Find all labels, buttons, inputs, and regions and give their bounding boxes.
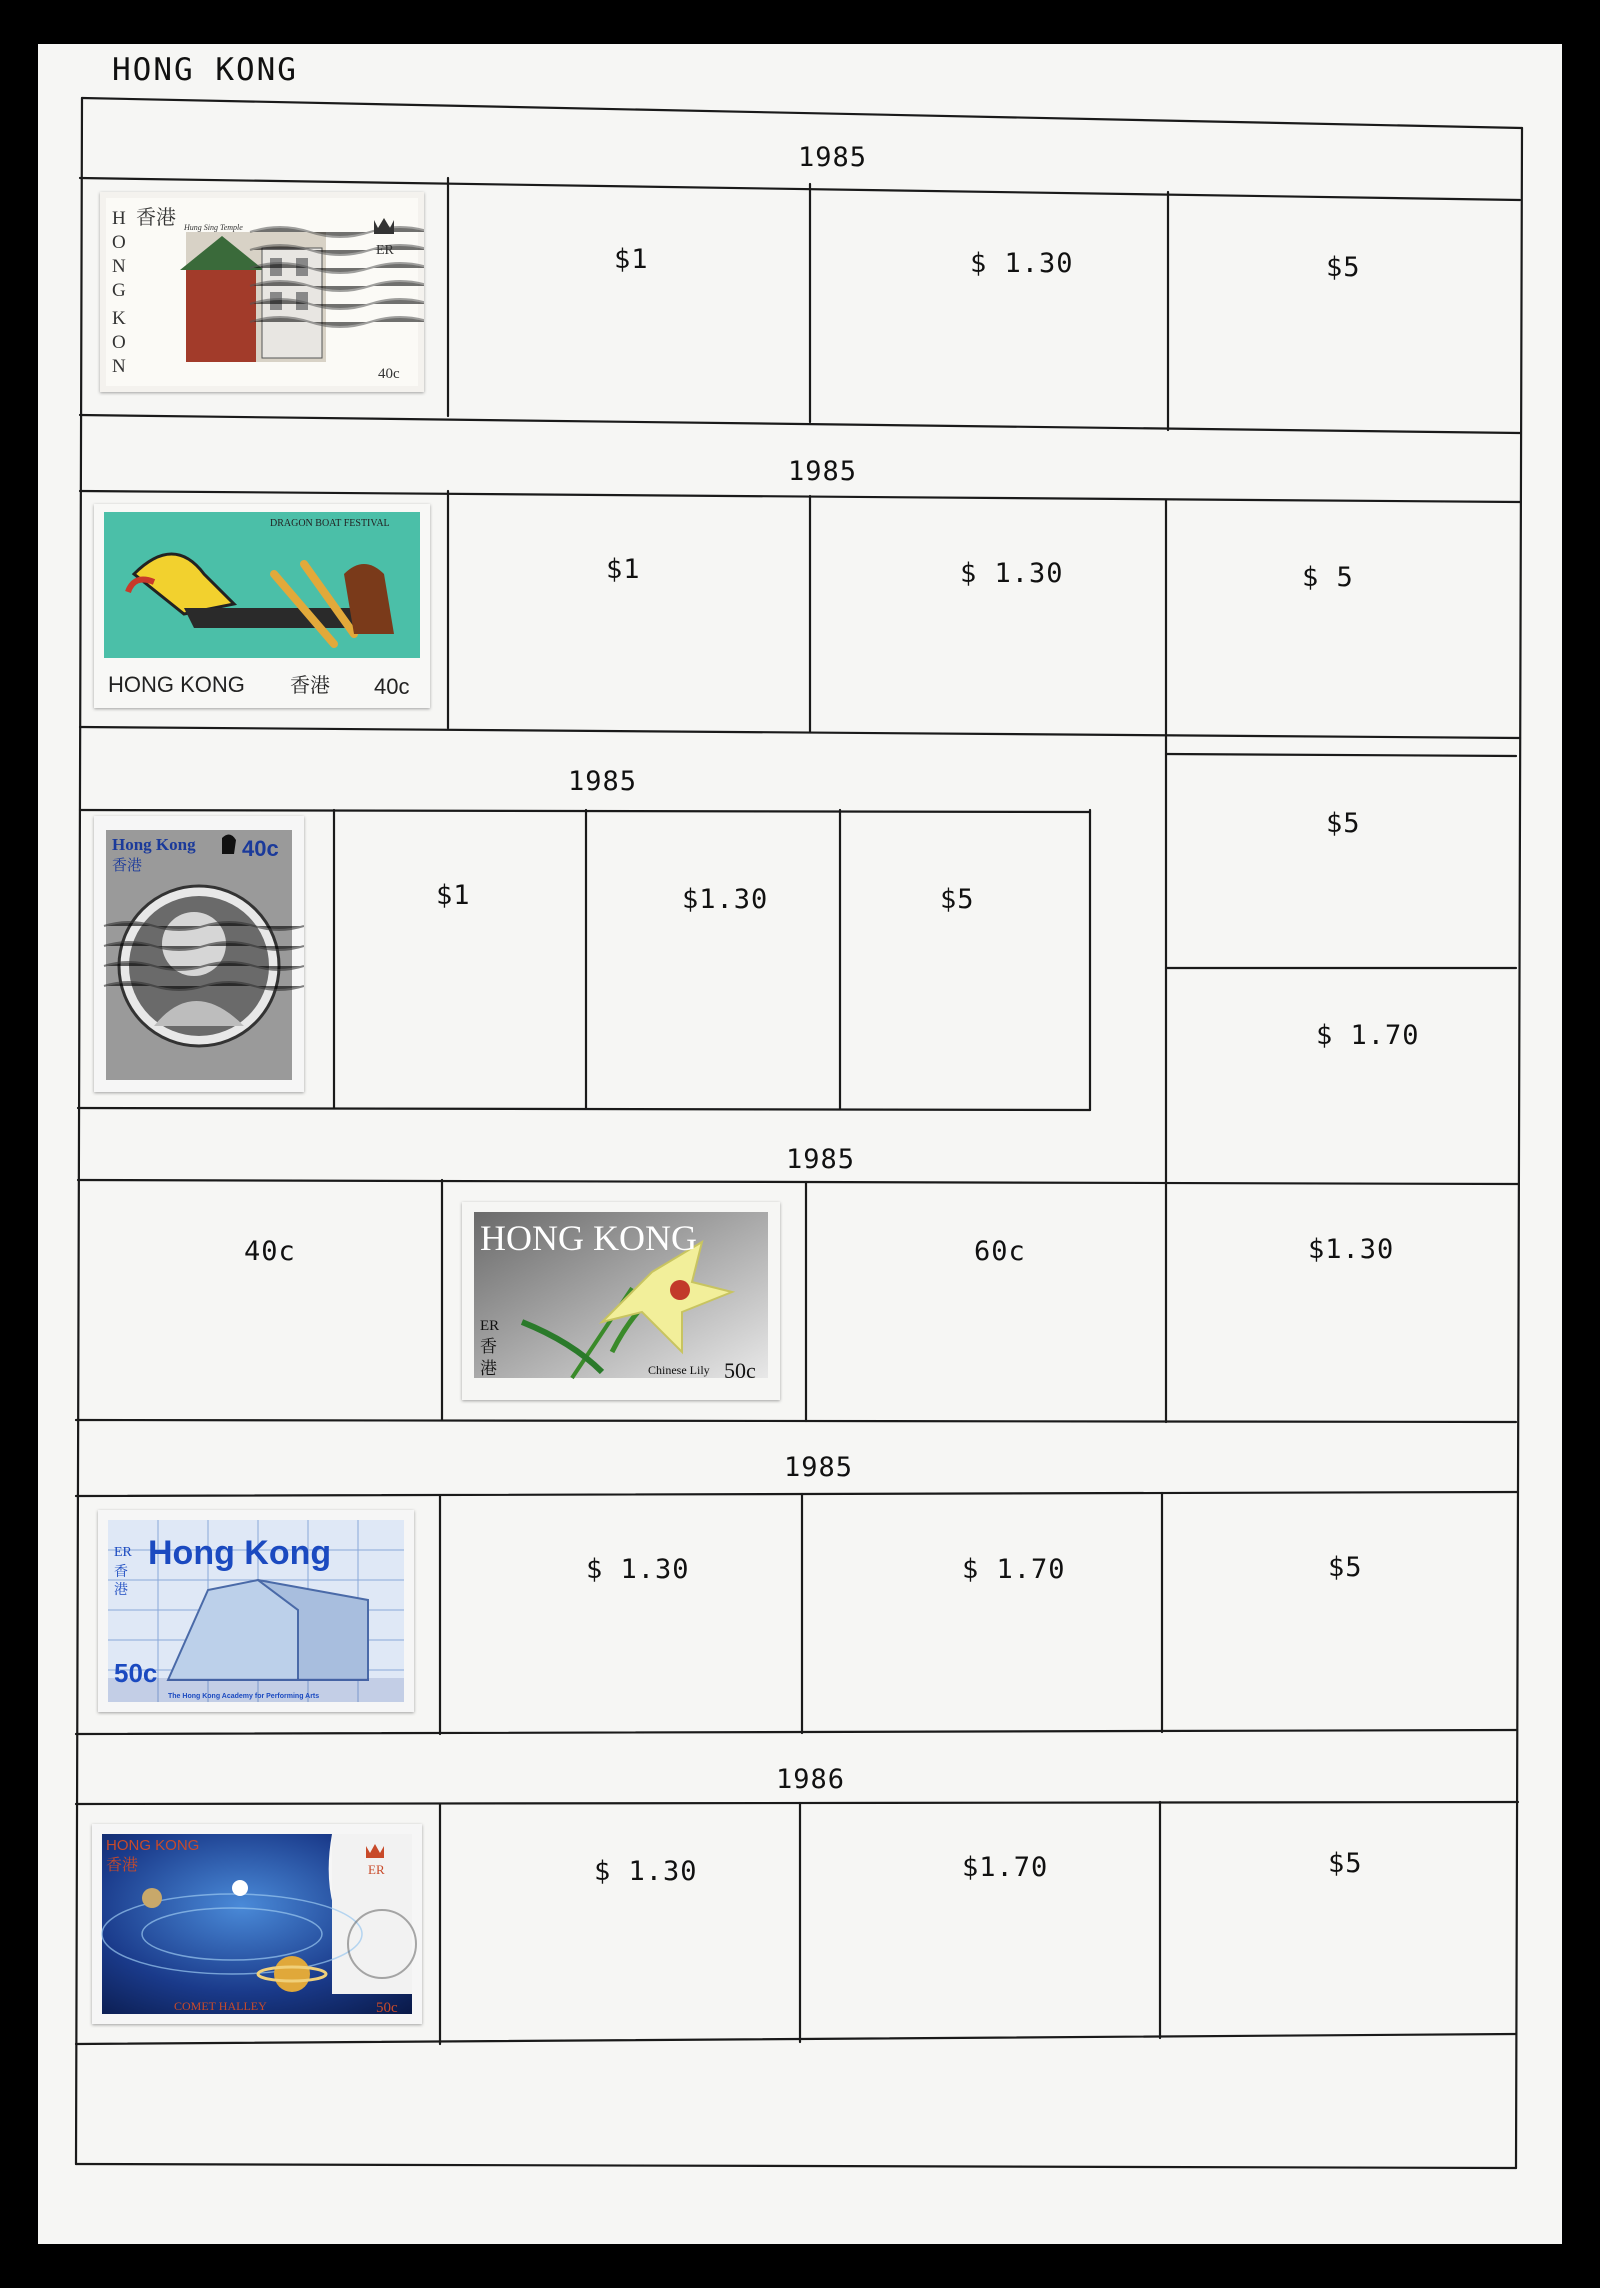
stamp-academy-performing-arts (98, 1510, 414, 1712)
svg-text:Chinese Lily: Chinese Lily (648, 1363, 710, 1377)
row-6-year: 1986 (776, 1764, 846, 1795)
row-4-value-1: 40c (244, 1236, 296, 1267)
svg-text:香港: 香港 (136, 205, 176, 229)
row-5-value-1: $ 1.30 (586, 1554, 690, 1585)
row-2-value-2: $ 1.30 (960, 558, 1064, 589)
svg-text:港: 港 (114, 1582, 128, 1598)
row-4-year: 1985 (786, 1144, 856, 1175)
svg-text:Hung Sing Temple: Hung Sing Temple (184, 223, 243, 232)
row-2-year: 1985 (788, 456, 858, 487)
svg-text:40c: 40c (378, 366, 400, 382)
page-title: HONG KONG (112, 52, 298, 88)
svg-text:N: N (112, 356, 126, 377)
row-3-value-1: $1 (436, 880, 471, 911)
album-page (38, 44, 1562, 2244)
svg-text:Hong Kong: Hong Kong (148, 1534, 332, 1572)
stamp-1-country-h: H (112, 208, 126, 229)
svg-text:40c: 40c (242, 836, 279, 861)
svg-text:O: O (112, 232, 126, 253)
row-3-year: 1985 (568, 766, 638, 797)
row-2-value-3: $ 5 (1302, 562, 1354, 593)
row-5-value-3: $5 (1328, 1552, 1363, 1583)
row-1-value-3: $5 (1326, 252, 1361, 283)
stamp-dragon-boat (94, 504, 430, 708)
row-4-value-3: $1.30 (1308, 1234, 1395, 1265)
svg-text:香: 香 (114, 1564, 128, 1580)
row-6-value-3: $5 (1328, 1848, 1363, 1879)
svg-text:香港: 香港 (106, 1855, 139, 1874)
svg-text:DRAGON BOAT FESTIVAL: DRAGON BOAT FESTIVAL (270, 518, 390, 529)
svg-text:ER: ER (480, 1318, 500, 1334)
stamp-hung-sing-temple (100, 192, 424, 392)
svg-text:香: 香 (480, 1337, 497, 1357)
row-6-value-1: $ 1.30 (594, 1856, 698, 1887)
row-3-value-2: $1.30 (682, 884, 769, 915)
svg-text:N: N (112, 256, 126, 277)
stamp-comet-halley (92, 1824, 422, 2024)
svg-text:50c: 50c (376, 2000, 398, 2016)
svg-text:HONG KONG: HONG KONG (106, 1837, 200, 1854)
svg-text:50c: 50c (724, 1358, 756, 1383)
stamp-chinese-lily (462, 1202, 780, 1400)
svg-text:K: K (112, 308, 126, 329)
svg-text:O: O (112, 332, 126, 353)
row-3-value-3: $5 (940, 884, 975, 915)
row-1-value-1: $1 (614, 244, 649, 275)
svg-text:ER: ER (114, 1545, 132, 1560)
row-5-year: 1985 (784, 1452, 854, 1483)
svg-text:香港: 香港 (112, 856, 143, 874)
row-1-year: 1985 (798, 142, 868, 173)
svg-text:G: G (112, 280, 126, 301)
svg-text:ER: ER (376, 243, 394, 258)
row-3-side-value-2: $ 1.70 (1316, 1020, 1420, 1051)
svg-text:ER: ER (368, 1862, 385, 1877)
svg-text:50c: 50c (114, 1658, 158, 1688)
svg-text:HONG KONG: HONG KONG (108, 672, 245, 697)
stamp-child-portrait (94, 816, 304, 1092)
row-5-value-2: $ 1.70 (962, 1554, 1066, 1585)
row-1-value-2: $ 1.30 (970, 248, 1074, 279)
row-3-side-value-1: $5 (1326, 808, 1361, 839)
svg-text:Hong Kong: Hong Kong (112, 835, 196, 854)
svg-text:香港: 香港 (290, 673, 330, 697)
row-2-value-1: $1 (606, 554, 641, 585)
row-4-value-2: 60c (974, 1236, 1026, 1267)
svg-text:The Hong Kong Academy for Perf: The Hong Kong Academy for Performing Arts (168, 1693, 320, 1700)
svg-text:HONG KONG: HONG KONG (480, 1218, 697, 1258)
svg-text:COMET HALLEY: COMET HALLEY (174, 1999, 267, 2013)
svg-text:港: 港 (480, 1359, 497, 1379)
row-6-value-2: $1.70 (962, 1852, 1049, 1883)
svg-text:40c: 40c (374, 674, 410, 699)
